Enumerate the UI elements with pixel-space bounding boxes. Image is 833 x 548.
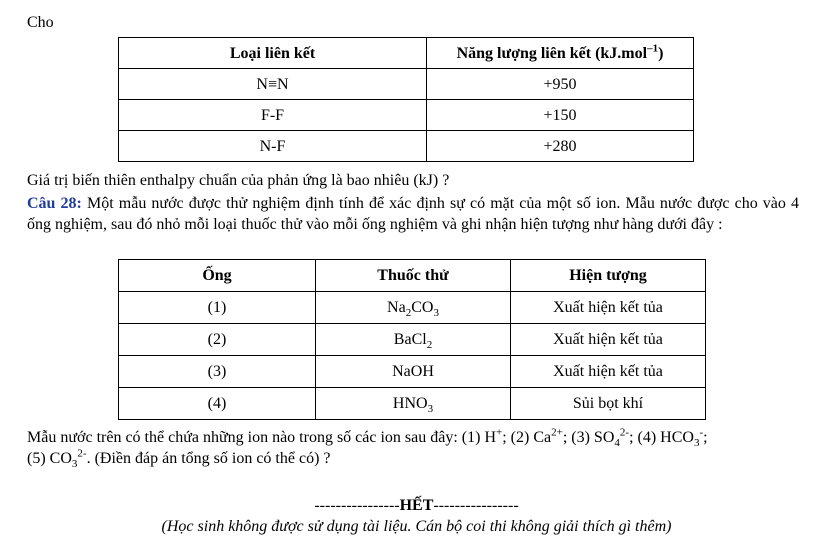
phenomenon-cell: Xuất hiện kết tủa [511, 292, 706, 324]
energy-cell: +950 [427, 69, 694, 100]
reagent-cell: $Na_2CO_3$ [316, 292, 511, 324]
table-row [119, 69, 694, 100]
table-header-row [119, 260, 706, 292]
tube-cell: (4) [119, 388, 316, 420]
header-bond-type: Loại liên kết [119, 38, 427, 69]
reagent-cell: BaCl$_2$ [316, 324, 511, 356]
phenomenon-cell: Xuất hiện kết tủa [511, 324, 706, 356]
end-note: (Học sinh không được sử dụng tài liệu. Cán bộ coi thi không giải thích gì thêm) [161, 518, 672, 535]
ions-question-line-2: (5) $CO_3^{2-}$. (Điền đáp án tổng số ion có thể có) ? [27, 447, 331, 471]
reagent-cell: $HNO_3$ [316, 388, 511, 420]
bond-energy-table [118, 37, 694, 162]
bond-cell: N≡N [119, 69, 427, 100]
header-reagent: Thuốc thử [316, 260, 511, 292]
energy-cell: +280 [427, 131, 694, 162]
table-row [119, 292, 706, 324]
end-marker: ----------------HẾT---------------- [314, 497, 519, 514]
table-row [119, 356, 706, 388]
tube-cell: (1) [119, 292, 316, 324]
bond-cell: N-F [119, 131, 427, 162]
question-28 [27, 193, 799, 235]
phenomenon-cell: Xuất hiện kết tủa [511, 356, 706, 388]
energy-cell: +150 [427, 100, 694, 131]
tube-cell: (2) [119, 324, 316, 356]
question-label: Câu 28: [27, 195, 82, 212]
table-row [119, 388, 706, 420]
table-row [119, 131, 694, 162]
table-row [119, 324, 706, 356]
phenomenon-cell: Sủi bọt khí [511, 388, 706, 420]
header-tube: Ống [119, 260, 316, 292]
ions-question-line-1: Mẫu nước trên có thể chứa những ion nào trong số các ion sau đây: (1) H+; (2) $Ca^{2+}$; (3) $SO_4^{2-}$; (4) $HCO_3^-$; [27, 426, 708, 450]
table-row [119, 100, 694, 131]
tube-cell: (3) [119, 356, 316, 388]
intro-text: Cho [27, 14, 54, 31]
bond-cell: F-F [119, 100, 427, 131]
table-header-row [119, 38, 694, 69]
enthalpy-question: Giá trị biến thiên enthalpy chuẩn của phản ứng là bao nhiêu (kJ) ? [27, 172, 450, 189]
ion-test-table [118, 259, 706, 420]
header-phenomenon: Hiện tượng [511, 260, 706, 292]
question-text: Một mẫu nước được thử nghiệm định tính để xác định sự có mặt của một số ion. Mẫu nước được cho vào 4 ống nghiệm, sau đó nhỏ mỗi loại thuốc thử vào mỗi ống nghiệm và ghi nhận hiện tượng như hàng dưới đây : [27, 195, 800, 233]
reagent-cell: NaOH [316, 356, 511, 388]
header-bond-energy: Năng lượng liên kết (kJ.mol$^{-1}$) [427, 38, 694, 69]
